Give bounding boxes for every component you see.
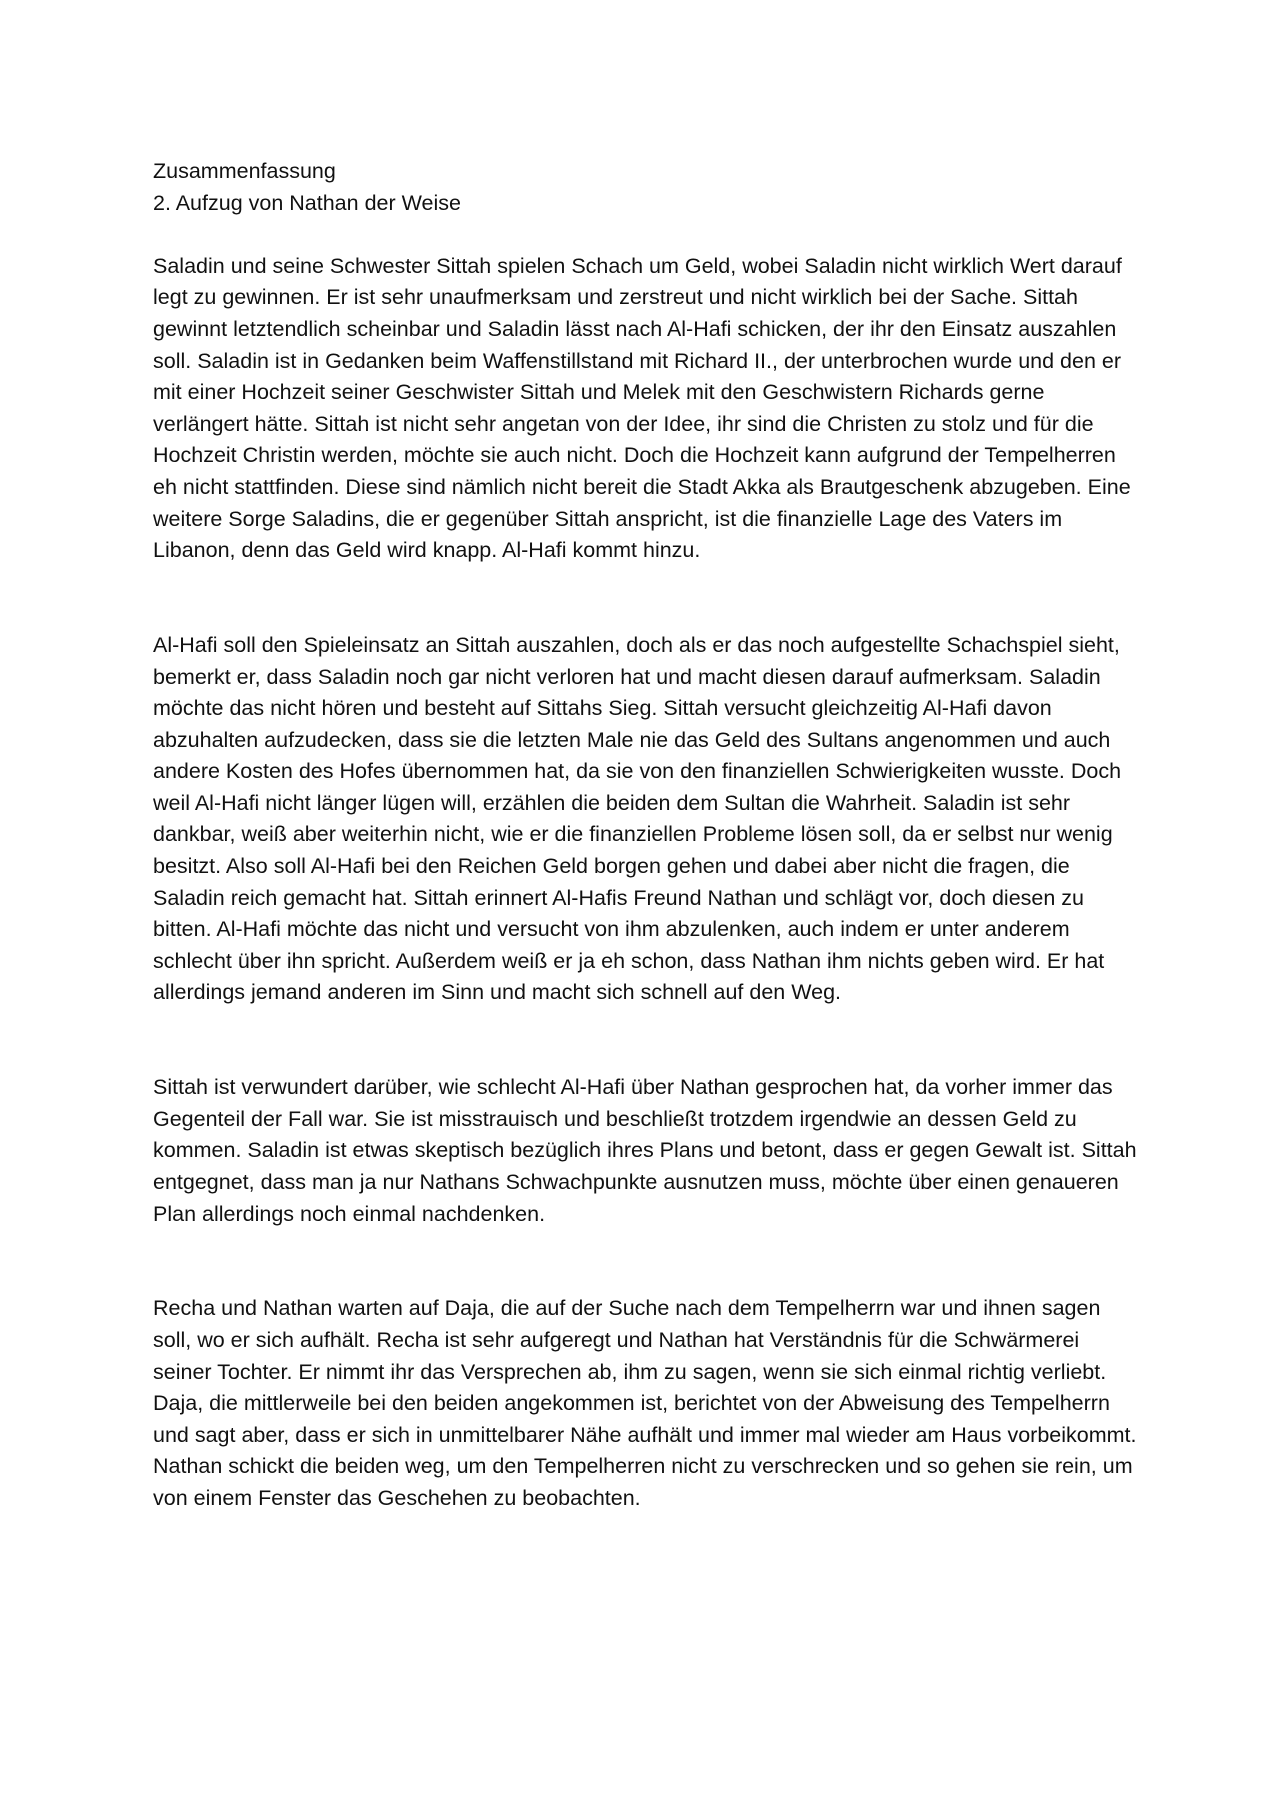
- paragraph-1: Saladin und seine Schwester Sittah spielen Schach um Geld, wobei Saladin nicht wirklich Wert darauf legt zu gewinnen. Er ist sehr unaufmerksam und zerstreut und nicht wirklich bei der Sache. Sittah gewinnt letztendlich scheinbar und Saladin lässt nach Al-Hafi schicken, der ihr den Einsatz auszahlen soll. Saladin ist in Gedanken beim Waffenstillstand mit Richard II., der unterbrochen wurde und den er mit einer Hochzeit seiner Geschwister Sittah und Melek mit den Geschwistern Richards gerne verlängert hätte. Sittah ist nicht sehr angetan von der Idee, ihr sind die Christen zu stolz und für die Hochzeit Christin werden, möchte sie auch nicht. Doch die Hochzeit kann aufgrund der Tempelherren eh nicht stattfinden. Diese sind nämlich nicht bereit die Stadt Akka als Brautgeschenk abzugeben. Eine weitere Sorge Saladins, die er gegenüber Sittah anspricht, ist die finanzielle Lage des Vaters im Libanon, denn das Geld wird knapp. Al-Hafi kommt hinzu.: [153, 253, 1131, 563]
- paragraph-spacer: [153, 567, 1143, 630]
- document-body: [153, 156, 1143, 1515]
- paragraph-spacer: [153, 1009, 1143, 1072]
- title-spacer: [153, 219, 1143, 251]
- document-title: Zusammenfassung: [153, 159, 336, 183]
- document-subtitle: 2. Aufzug von Nathan der Weise: [153, 190, 461, 215]
- paragraph-spacer: [153, 1230, 1143, 1293]
- paragraph-4: Recha und Nathan warten auf Daja, die auf der Suche nach dem Tempelherrn war und ihnen sagen soll, wo er sich aufhält. Recha ist sehr aufgeregt und Nathan hat Verständnis für die Schwärmerei seiner Tochter. Er nimmt ihr das Versprechen ab, ihm zu sagen, wenn sie sich einmal richtig verliebt. Daja, die mittlerweile bei den beiden angekommen ist, berichtet von der Abweisung des Tempelherrn und sagt aber, dass er sich in unmittelbarer Nähe aufhält und immer mal wieder am Haus vorbeikommt. Nathan schickt die beiden weg, um den Tempelherren nicht zu verschrecken und so gehen sie rein, um von einem Fenster das Geschehen zu beobachten.: [153, 1296, 1137, 1510]
- paragraph-2: Al-Hafi soll den Spieleinsatz an Sittah auszahlen, doch als er das noch aufgestellte Schachspiel sieht, bemerkt er, dass Saladin noch gar nicht verloren hat und macht diesen darauf aufmerksam. Saladin möchte das nicht hören und besteht auf Sittahs Sieg. Sittah versucht gleichzeitig Al-Hafi davon abzuhalten aufzudecken, dass sie die letzten Male nie das Geld des Sultans angenommen und auch andere Kosten des Hofes übernommen hat, da sie von den finanziellen Schwierigkeiten wusste. Doch weil Al-Hafi nicht länger lügen will, erzählen die beiden dem Sultan die Wahrheit. Saladin ist sehr dankbar, weiß aber weiterhin nicht, wie er die finanziellen Probleme lösen soll, da er selbst nur wenig besitzt. Also soll Al-Hafi bei den Reichen Geld borgen gehen und dabei aber nicht die fragen, die Saladin reich gemacht hat. Sittah erinnert Al-Hafis Freund Nathan und schlägt vor, doch diesen zu bitten. Al-Hafi möchte das nicht und versucht von ihm abzulenken, auch indem er unter anderem schlecht über ihn spricht. Außerdem weiß er ja eh schon, dass Nathan ihm nichts geben wird. Er hat allerdings jemand anderen im Sinn und macht sich schnell auf den Weg.: [153, 632, 1122, 1005]
- paragraph-3: Sittah ist verwundert darüber, wie schlecht Al-Hafi über Nathan gesprochen hat, da vorher immer das Gegenteil der Fall war. Sie ist misstrauisch und beschließt trotzdem irgendwie an dessen Geld zu kommen. Saladin ist etwas skeptisch bezüglich ihres Plans und betont, dass er gegen Gewalt ist. Sittah entgegnet, dass man ja nur Nathans Schwachpunkte ausnutzen muss, möchte über einen genaueren Plan allerdings noch einmal nachdenken.: [153, 1075, 1137, 1226]
